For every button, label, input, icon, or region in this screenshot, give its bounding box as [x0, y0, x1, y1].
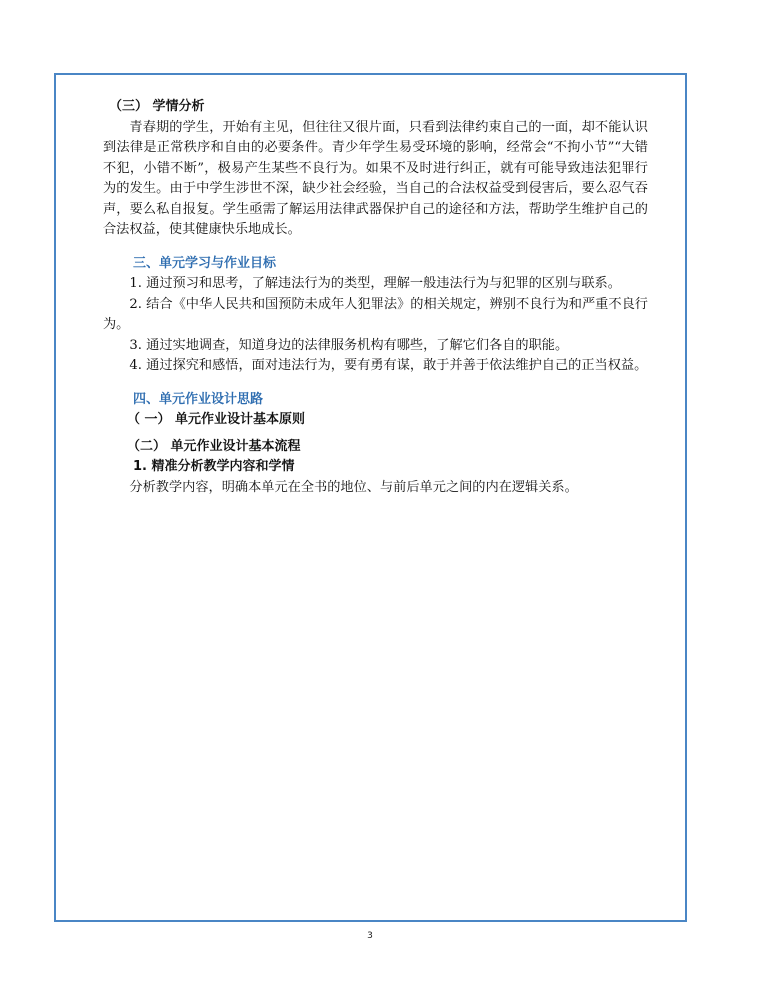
item-title-analyze-content: 1. 精准分析教学内容和学情	[133, 459, 295, 474]
section-heading-learning-analysis: （三） 学情分析	[109, 99, 205, 114]
subheading-basic-process: （二） 单元作业设计基本流程	[127, 438, 301, 454]
goal-item-1: 1. 通过预习和思考，了解违法行为的类型，理解一般违法行为与犯罪的区别与联系。	[129, 276, 621, 291]
goal-item-4: 4. 通过探究和感悟，面对违法行为，要有勇有谋，敢于并善于依法维护自己的正当权益。	[129, 358, 648, 373]
paragraph-analyze-content: 分析教学内容，明确本单元在全书的地位、与前后单元之间的内在逻辑关系。	[129, 479, 578, 495]
section-heading-design-ideas: 四、单元作业设计思路	[133, 391, 264, 407]
subheading-basic-principles: （ 一） 单元作业设计基本原则	[127, 412, 306, 427]
section-heading-unit-goals: 三、单元学习与作业目标	[133, 255, 277, 271]
goal-item-3: 3. 通过实地调查，知道身边的法律服务机构有哪些，了解它们各自的职能。	[129, 337, 569, 353]
goal-item-2: 2. 结合《中华人民共和国预防未成年人犯罪法》的相关规定，辨别不良行为和严重不良行为。	[103, 296, 648, 332]
paragraph-learning-analysis: 青春期的学生，开始有主见，但往往又很片面，只看到法律约束自己的一面，却不能认识到法律是正常秩序和自由的必要条件。青少年学生易受环境的影响，经常会“不拘小节”“大错不犯，小错不断”，极易产生某些不良行为。如果不及时进行纠正，就有可能导致违法犯罪行为的发生。由于中学生涉世不深，缺少社会经验，当自己的合法权益受到侵害后，要么忍气吞声，要么私自报复。学生亟需了解运用法律武器保护自己的途径和方法，帮助学生维护自己的合法权益，使其健康快乐地成长。	[103, 119, 648, 237]
document-body	[103, 97, 648, 498]
page-number: 3	[367, 931, 373, 941]
